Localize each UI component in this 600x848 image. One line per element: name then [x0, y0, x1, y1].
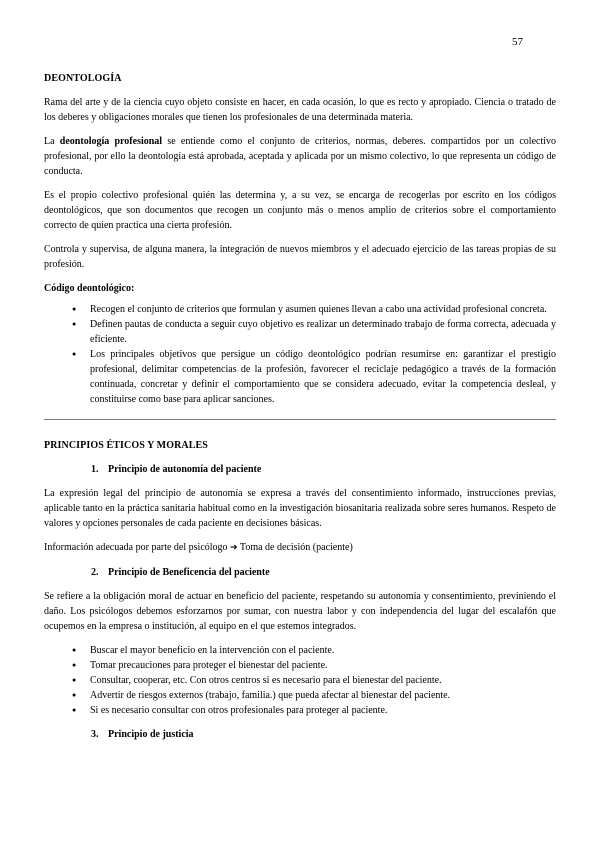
codigo-heading: Código deontológico:	[44, 283, 135, 294]
list-item: ● Tomar precauciones para proteger el bienestar del paciente.	[90, 658, 556, 673]
list-item: ● Buscar el mayor beneficio en la intervención con el paciente.	[90, 643, 556, 658]
autonomia-heading-text: Principio de autonomía del paciente	[108, 464, 262, 475]
list-item: ● Recogen el conjunto de criterios que formulan y asumen quienes llevan a cabo una actividad profesional concreta.	[90, 302, 556, 317]
beneficencia-list	[44, 643, 556, 718]
codigo-list	[44, 302, 556, 407]
justicia-number: 3.	[91, 729, 99, 740]
list-item: ● Si es necesario consultar con otros profesionales para proteger al paciente.	[90, 703, 556, 718]
arrow-right-icon: ➔	[230, 543, 238, 553]
autonomia-heading	[44, 462, 556, 477]
beneficencia-heading	[44, 565, 556, 580]
info-after: Toma de decisión (paciente)	[237, 542, 353, 553]
page-number: 57	[512, 36, 523, 48]
p2-rest: se entiende como el conjunto de criterios, normas, deberes. compartidos por un colectivo profesional, por ello la deontología está aprobada, aceptada y aplicada por un mismo colectivo, lo que representa un código de conducta.	[44, 136, 556, 177]
list-item: ● Advertir de riesgos externos (trabajo, familia.) que pueda afectar al bienestar del paciente.	[90, 688, 556, 703]
info-before: Información adecuada por parte del psicólogo	[44, 542, 231, 553]
principios-title: PRINCIPIOS ÉTICOS Y MORALES	[44, 440, 208, 451]
list-item: ● Definen pautas de conducta a seguir cuyo objetivo es realizar un determinado trabajo de forma correcta, adecuada y eficiente.	[90, 317, 556, 347]
beneficencia-number: 2.	[91, 567, 99, 578]
p2-bold-term: deontología profesional	[59, 136, 163, 147]
deontologia-definition: Rama del arte y de la ciencia cuyo objeto consiste en hacer, en cada ocasión, lo que es recto y apropiado. Ciencia o tratado de los deberes y obligaciones morales que tienen los profesionales de una determinada materia.	[44, 97, 556, 123]
autonomia-number: 1.	[91, 464, 99, 475]
beneficencia-heading-text: Principio de Beneficencia del paciente	[108, 567, 270, 578]
justicia-heading	[44, 727, 556, 742]
deontologia-colectivo-paragraph: Es el propio colectivo profesional quién las determina y, a su vez, se encarga de recogerlas por escrito en los códigos deontológicos, que son documentos que recogen un conjunto más o menos amplio de criterios sobre el comportamiento correcto de quien practica una cierta profesión.	[44, 190, 556, 231]
deontologia-controla-paragraph: Controla y supervisa, de alguna manera, la integración de nuevos miembros y el adecuado ejercicio de las tareas propias de su profesión.	[44, 244, 556, 270]
section-divider	[44, 419, 556, 420]
page-content	[44, 71, 556, 751]
list-item: ● Los principales objetivos que persigue un código deontológico podrían resumirse en: garantizar el prestigio profesional, delimitar competencias de la profesión, favorecer el reciclaje pedagógico a través de la formación continuada, concretar y definir el comportamiento que se considera adecuado, evitar la competencia desleal, y constituirse como base para aplicar sanciones.	[90, 347, 556, 407]
p2-prefix: La	[44, 136, 60, 147]
deontologia-profesional-paragraph	[44, 134, 556, 179]
justicia-heading-text: Principio de justicia	[108, 729, 194, 740]
list-item: ● Consultar, cooperar, etc. Con otros centros si es necesario para el bienestar del paciente.	[90, 673, 556, 688]
autonomia-info-line	[44, 540, 556, 556]
autonomia-paragraph: La expresión legal del principio de autonomía se expresa a través del consentimiento informado, instrucciones previas, aplicable tanto en la práctica sanitaria habitual como en la investigación biosanitaria realizada sobre seres humanos. Respeto de valores y opciones personales de cada paciente en decisiones básicas.	[44, 488, 556, 529]
deontologia-title: DEONTOLOGÍA	[44, 73, 122, 84]
beneficencia-paragraph: Se refiere a la obligación moral de actuar en beneficio del paciente, respetando su autonomía y consentimiento, previniendo el daño. Los psicólogos debemos esforzarnos por sumar, con nuestra labor y con independencia del lugar del escalafón que ocupemos en la empresa o institución, al equipo en el que estemos integrados.	[44, 591, 556, 632]
